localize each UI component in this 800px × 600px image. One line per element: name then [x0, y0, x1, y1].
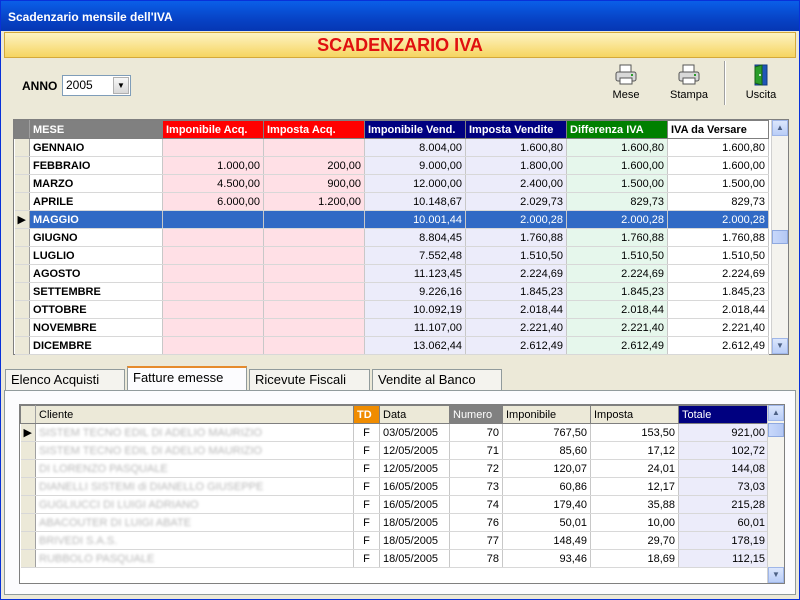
- value-cell: [264, 283, 365, 301]
- value-cell: 921,00: [679, 424, 769, 442]
- vat-monthly-grid[interactable]: [13, 119, 789, 355]
- data-cell: 18/05/2005: [380, 514, 450, 532]
- col-imponibile-vend[interactable]: Imponibile Vend.: [365, 121, 466, 139]
- col-imponibile[interactable]: Imponibile: [503, 406, 591, 424]
- value-cell: 9.226,16: [365, 283, 466, 301]
- value-cell: 215,28: [679, 496, 769, 514]
- value-cell: 7.552,48: [365, 247, 466, 265]
- td-cell: F: [354, 460, 380, 478]
- value-cell: 1.510,50: [668, 247, 769, 265]
- col-imposta-vendite[interactable]: Imposta Vendite: [466, 121, 567, 139]
- row-indicator[interactable]: [15, 301, 30, 319]
- td-cell: F: [354, 424, 380, 442]
- value-cell: [163, 301, 264, 319]
- value-cell: 144,08: [679, 460, 769, 478]
- td-cell: F: [354, 532, 380, 550]
- toolbar-separator: [724, 61, 726, 105]
- row-indicator[interactable]: [21, 478, 36, 496]
- col-differenza-iva[interactable]: Differenza IVA: [567, 121, 668, 139]
- value-cell: [163, 265, 264, 283]
- value-cell: [163, 247, 264, 265]
- month-row[interactable]: [15, 265, 769, 283]
- value-cell: 2.000,28: [567, 211, 668, 229]
- value-cell: 1.600,00: [567, 157, 668, 175]
- td-cell: F: [354, 442, 380, 460]
- value-cell: 2.224,69: [466, 265, 567, 283]
- invoice-row[interactable]: [21, 514, 769, 532]
- tab-vendite-al-banco[interactable]: Vendite al Banco: [372, 369, 502, 391]
- value-cell: 2.221,40: [466, 319, 567, 337]
- invoices-table: [20, 405, 769, 568]
- value-cell: 2.612,49: [466, 337, 567, 355]
- value-cell: 1.500,00: [567, 175, 668, 193]
- anno-label: ANNO: [22, 79, 58, 93]
- value-cell: [163, 211, 264, 229]
- value-cell: [264, 265, 365, 283]
- col-data[interactable]: Data: [380, 406, 450, 424]
- value-cell: 18,69: [591, 550, 679, 568]
- row-indicator[interactable]: [15, 175, 30, 193]
- value-cell: 2.018,44: [668, 301, 769, 319]
- scroll-thumb[interactable]: [768, 423, 784, 437]
- value-cell: 1.760,88: [567, 229, 668, 247]
- row-pointer-icon[interactable]: ▶: [21, 424, 36, 442]
- row-indicator[interactable]: [21, 496, 36, 514]
- value-cell: 1.510,50: [466, 247, 567, 265]
- value-cell: 35,88: [591, 496, 679, 514]
- value-cell: [163, 139, 264, 157]
- value-cell: 1.800,00: [466, 157, 567, 175]
- value-cell: 77: [450, 532, 503, 550]
- value-cell: 179,40: [503, 496, 591, 514]
- col-mese[interactable]: MESE: [30, 121, 163, 139]
- value-cell: 2.000,28: [466, 211, 567, 229]
- anno-value: 2005: [66, 78, 93, 92]
- value-cell: [264, 319, 365, 337]
- scroll-thumb[interactable]: [772, 230, 788, 244]
- cliente-cell: BRIVEDI S.A.S.: [36, 532, 354, 550]
- value-cell: 112,15: [679, 550, 769, 568]
- row-indicator[interactable]: [15, 157, 30, 175]
- month-cell: APRILE: [30, 193, 163, 211]
- printer-icon: [677, 64, 701, 86]
- row-indicator[interactable]: [21, 550, 36, 568]
- value-cell: 8.804,45: [365, 229, 466, 247]
- cliente-cell: ABACOUTER DI LUIGI ABATE: [36, 514, 354, 532]
- value-cell: 70: [450, 424, 503, 442]
- value-cell: [264, 229, 365, 247]
- data-cell: 16/05/2005: [380, 496, 450, 514]
- month-cell: GENNAIO: [30, 139, 163, 157]
- value-cell: 2.224,69: [567, 265, 668, 283]
- value-cell: 102,72: [679, 442, 769, 460]
- value-cell: 2.612,49: [567, 337, 668, 355]
- value-cell: [264, 247, 365, 265]
- value-cell: 1.760,88: [466, 229, 567, 247]
- invoices-grid[interactable]: [19, 404, 785, 584]
- data-cell: 12/05/2005: [380, 460, 450, 478]
- invoice-row[interactable]: [21, 424, 769, 442]
- cliente-cell: DIANELLI SISTEMI di DIANELLO GIUSEPPE: [36, 478, 354, 496]
- row-indicator[interactable]: [21, 532, 36, 550]
- value-cell: 73: [450, 478, 503, 496]
- month-cell: FEBBRAIO: [30, 157, 163, 175]
- td-cell: F: [354, 478, 380, 496]
- invoice-row[interactable]: [21, 496, 769, 514]
- month-cell: DICEMBRE: [30, 337, 163, 355]
- value-cell: 2.221,40: [567, 319, 668, 337]
- col-imponibile-acq[interactable]: Imponibile Acq.: [163, 121, 264, 139]
- scroll-up-icon[interactable]: ▲: [772, 120, 788, 136]
- value-cell: 2.612,49: [668, 337, 769, 355]
- value-cell: 2.000,28: [668, 211, 769, 229]
- value-cell: 1.200,00: [264, 193, 365, 211]
- value-cell: [264, 337, 365, 355]
- col-iva-da-versare[interactable]: IVA da Versare: [668, 121, 769, 139]
- value-cell: 10,00: [591, 514, 679, 532]
- window-title: Scadenzario mensile dell'IVA: [1, 1, 799, 31]
- col-cliente[interactable]: Cliente: [36, 406, 354, 424]
- invoice-row[interactable]: [21, 460, 769, 478]
- row-indicator[interactable]: [15, 247, 30, 265]
- value-cell: [264, 211, 365, 229]
- value-cell: 12.000,00: [365, 175, 466, 193]
- value-cell: 1.845,23: [668, 283, 769, 301]
- invoices-header-row: [21, 406, 769, 424]
- stampa-button[interactable]: [664, 62, 714, 104]
- value-cell: 2.029,73: [466, 193, 567, 211]
- invoice-row[interactable]: [21, 532, 769, 550]
- value-cell: 10.148,67: [365, 193, 466, 211]
- value-cell: 73,03: [679, 478, 769, 496]
- col-td[interactable]: TD: [354, 406, 380, 424]
- value-cell: 120,07: [503, 460, 591, 478]
- data-cell: 12/05/2005: [380, 442, 450, 460]
- value-cell: 12,17: [591, 478, 679, 496]
- value-cell: 200,00: [264, 157, 365, 175]
- value-cell: 29,70: [591, 532, 679, 550]
- month-row[interactable]: [15, 319, 769, 337]
- value-cell: [163, 283, 264, 301]
- scroll-down-icon[interactable]: ▼: [772, 338, 788, 354]
- value-cell: 9.000,00: [365, 157, 466, 175]
- month-cell: NOVEMBRE: [30, 319, 163, 337]
- cliente-cell: GUGLIUCCI DI LUIGI ADRIANO: [36, 496, 354, 514]
- grid2-scrollbar[interactable]: [767, 405, 784, 583]
- value-cell: [264, 301, 365, 319]
- value-cell: 2.018,44: [567, 301, 668, 319]
- month-cell: SETTEMBRE: [30, 283, 163, 301]
- scroll-up-icon[interactable]: ▲: [768, 405, 784, 421]
- value-cell: 60,86: [503, 478, 591, 496]
- value-cell: 1.510,50: [567, 247, 668, 265]
- month-cell: LUGLIO: [30, 247, 163, 265]
- cliente-cell: RUBBOLO PASQUALE: [36, 550, 354, 568]
- value-cell: 8.004,00: [365, 139, 466, 157]
- col-imposta[interactable]: Imposta: [591, 406, 679, 424]
- invoice-row[interactable]: [21, 442, 769, 460]
- exit-door-icon: [749, 64, 773, 86]
- row-indicator[interactable]: [21, 442, 36, 460]
- value-cell: 10.092,19: [365, 301, 466, 319]
- month-row[interactable]: [15, 337, 769, 355]
- page-title: SCADENZARIO IVA: [4, 32, 796, 58]
- grid1-scrollbar[interactable]: [771, 120, 788, 354]
- row-indicator[interactable]: [21, 514, 36, 532]
- value-cell: 1.600,80: [567, 139, 668, 157]
- col-imposta-acq[interactable]: Imposta Acq.: [264, 121, 365, 139]
- value-cell: 1.500,00: [668, 175, 769, 193]
- month-cell: MARZO: [30, 175, 163, 193]
- header-indicator: [21, 406, 36, 424]
- row-indicator[interactable]: [15, 283, 30, 301]
- value-cell: [163, 337, 264, 355]
- value-cell: 85,60: [503, 442, 591, 460]
- month-row[interactable]: [15, 193, 769, 211]
- data-cell: 03/05/2005: [380, 424, 450, 442]
- value-cell: 148,49: [503, 532, 591, 550]
- row-pointer-icon[interactable]: ▶: [15, 211, 30, 229]
- value-cell: [163, 229, 264, 247]
- value-cell: 1.845,23: [567, 283, 668, 301]
- vat-monthly-table: [14, 120, 769, 355]
- td-cell: F: [354, 496, 380, 514]
- month-cell: OTTOBRE: [30, 301, 163, 319]
- value-cell: [163, 319, 264, 337]
- grid-header-row: [15, 121, 769, 139]
- row-indicator[interactable]: [15, 229, 30, 247]
- scroll-down-icon[interactable]: ▼: [768, 567, 784, 583]
- value-cell: 60,01: [679, 514, 769, 532]
- stampa-label: Stampa: [670, 89, 708, 101]
- value-cell: 11.107,00: [365, 319, 466, 337]
- value-cell: 72: [450, 460, 503, 478]
- printer-icon: [614, 64, 638, 86]
- cliente-cell: SISTEM TECNO EDIL DI ADELIO MAURIZIO: [36, 424, 354, 442]
- value-cell: 50,01: [503, 514, 591, 532]
- uscita-button[interactable]: [736, 62, 786, 104]
- data-cell: 18/05/2005: [380, 550, 450, 568]
- value-cell: 1.600,00: [668, 157, 769, 175]
- mese-label: Mese: [612, 89, 640, 101]
- value-cell: 2.400,00: [466, 175, 567, 193]
- month-row[interactable]: [15, 175, 769, 193]
- row-indicator[interactable]: [15, 265, 30, 283]
- value-cell: 11.123,45: [365, 265, 466, 283]
- td-cell: F: [354, 514, 380, 532]
- value-cell: 76: [450, 514, 503, 532]
- header-indicator: [15, 121, 30, 139]
- value-cell: 17,12: [591, 442, 679, 460]
- value-cell: 1.845,23: [466, 283, 567, 301]
- month-cell: GIUGNO: [30, 229, 163, 247]
- invoice-row[interactable]: [21, 550, 769, 568]
- value-cell: 153,50: [591, 424, 679, 442]
- value-cell: 178,19: [679, 532, 769, 550]
- value-cell: 4.500,00: [163, 175, 264, 193]
- month-row[interactable]: [15, 211, 769, 229]
- month-row[interactable]: [15, 301, 769, 319]
- value-cell: [264, 139, 365, 157]
- value-cell: 2.224,69: [668, 265, 769, 283]
- data-cell: 18/05/2005: [380, 532, 450, 550]
- tab-ricevute-fiscali[interactable]: Ricevute Fiscali: [249, 369, 370, 391]
- invoice-row[interactable]: [21, 478, 769, 496]
- cliente-cell: DI LORENZO PASQUALE: [36, 460, 354, 478]
- month-row[interactable]: [15, 139, 769, 157]
- col-numero[interactable]: Numero: [450, 406, 503, 424]
- value-cell: 2.018,44: [466, 301, 567, 319]
- row-indicator[interactable]: [15, 139, 30, 157]
- chevron-down-icon[interactable]: ▼: [113, 77, 129, 94]
- month-row[interactable]: [15, 247, 769, 265]
- value-cell: 71: [450, 442, 503, 460]
- anno-select[interactable]: [62, 75, 131, 96]
- month-row[interactable]: [15, 283, 769, 301]
- month-row[interactable]: [15, 157, 769, 175]
- data-cell: 16/05/2005: [380, 478, 450, 496]
- tab-fatture-emesse[interactable]: Fatture emesse: [127, 366, 247, 391]
- value-cell: 1.760,88: [668, 229, 769, 247]
- uscita-label: Uscita: [745, 89, 777, 101]
- row-indicator[interactable]: [15, 193, 30, 211]
- invoices-panel: [4, 390, 796, 595]
- value-cell: 1.600,80: [466, 139, 567, 157]
- month-row[interactable]: [15, 229, 769, 247]
- col-totale[interactable]: Totale: [679, 406, 769, 424]
- value-cell: 829,73: [567, 193, 668, 211]
- value-cell: 78: [450, 550, 503, 568]
- mese-button[interactable]: [601, 62, 651, 104]
- value-cell: 2.221,40: [668, 319, 769, 337]
- month-cell: AGOSTO: [30, 265, 163, 283]
- row-indicator[interactable]: [15, 337, 30, 355]
- cliente-cell: SISTEM TECNO EDIL DI ADELIO MAURIZIO: [36, 442, 354, 460]
- value-cell: 767,50: [503, 424, 591, 442]
- value-cell: 10.001,44: [365, 211, 466, 229]
- month-cell: MAGGIO: [30, 211, 163, 229]
- value-cell: 13.062,44: [365, 337, 466, 355]
- value-cell: 74: [450, 496, 503, 514]
- value-cell: 93,46: [503, 550, 591, 568]
- value-cell: 829,73: [668, 193, 769, 211]
- value-cell: 900,00: [264, 175, 365, 193]
- td-cell: F: [354, 550, 380, 568]
- row-indicator[interactable]: [15, 319, 30, 337]
- value-cell: 1.600,80: [668, 139, 769, 157]
- value-cell: 24,01: [591, 460, 679, 478]
- value-cell: 1.000,00: [163, 157, 264, 175]
- row-indicator[interactable]: [21, 460, 36, 478]
- value-cell: 6.000,00: [163, 193, 264, 211]
- tab-elenco-acquisti[interactable]: Elenco Acquisti: [5, 369, 125, 391]
